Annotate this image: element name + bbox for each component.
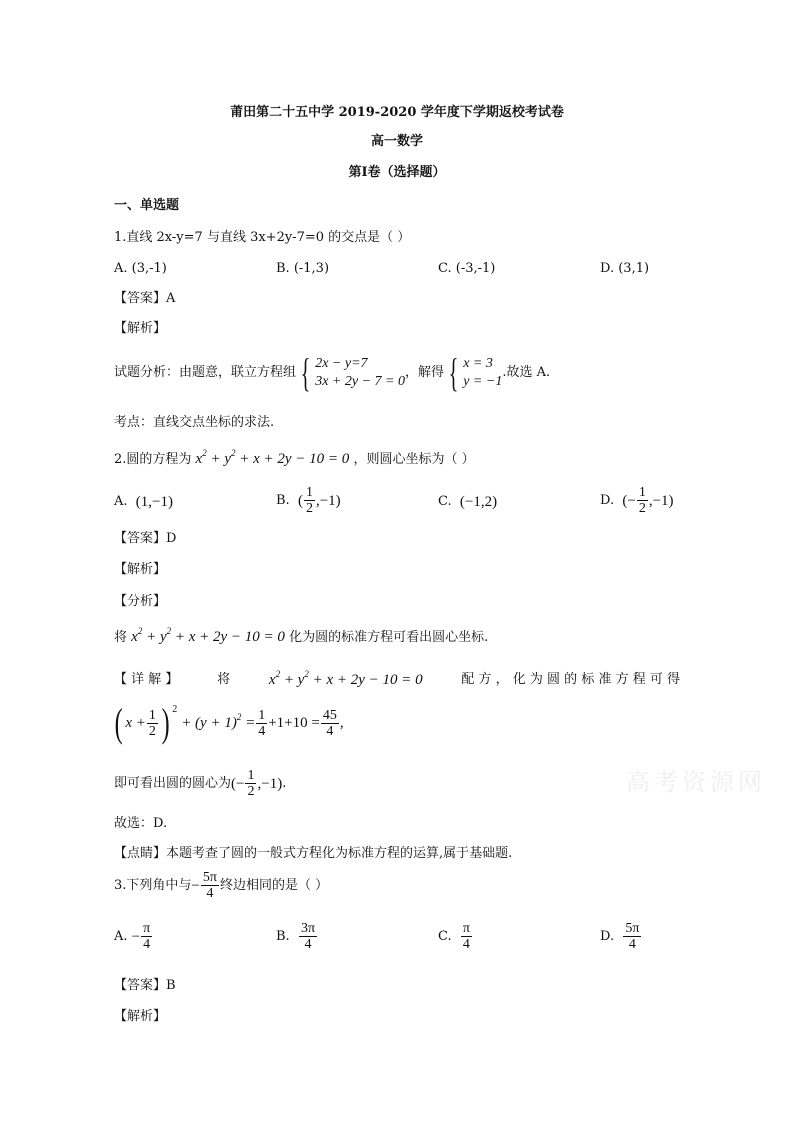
brace-icon: { [300, 350, 311, 395]
option-label: B. [276, 928, 290, 944]
q3-answer: 【答案】B [114, 978, 176, 993]
q3-stem-post: 终边相同的是（ ） [219, 877, 329, 893]
term-y: + $(y + 1)^2$ = [181, 712, 256, 731]
q2-stem-pre: 2.圆的方程为 [114, 452, 192, 467]
denominator: 2 [305, 501, 313, 516]
sum-text: +1+10 = [268, 715, 320, 731]
circle-equation: $x^2 + y^2 + x + 2y - 10 = 0$ [131, 626, 285, 645]
fraction [321, 708, 339, 739]
denominator: 4 [462, 937, 470, 952]
q2-option-d [600, 485, 674, 516]
fraction [637, 485, 648, 516]
fraction [201, 870, 219, 901]
fraction [304, 485, 315, 516]
denominator: 2 [247, 784, 255, 799]
numerator: 3π [300, 921, 316, 936]
numerator: 5π [202, 870, 217, 885]
denominator: 4 [143, 937, 151, 952]
q3-option-a [114, 921, 153, 952]
fraction [299, 921, 317, 952]
fraction [461, 921, 472, 952]
q1-kaodian: 考点：直线交点坐标的求法. [114, 415, 275, 430]
brace-icon: { [448, 350, 459, 395]
xiangjie-label: 【 详 解 】 [114, 672, 179, 687]
q2-xiangjie [114, 671, 680, 689]
subject-title: 高一数学 [370, 134, 423, 149]
q1-analysis-label: 【解析】 [114, 321, 167, 336]
q2-option-c [438, 493, 497, 511]
q2-dianjing: 【点睛】本题考查了圆的一般式方程化为标准方程的运算,属于基础题. [114, 846, 513, 861]
fraction [623, 921, 641, 952]
q2-stem-post: ，则圆心坐标为（ ） [353, 452, 475, 467]
paren-open: (− [622, 492, 636, 509]
q2-option-b [276, 485, 341, 516]
q3-option-c [438, 921, 473, 952]
q2-standard-equation [112, 700, 344, 745]
q1-option-d: D. (3,1) [600, 261, 650, 276]
watermark: 高考资源网 [626, 768, 766, 796]
xiangjie-post: 配 方 ， 化 为 圆 的 标 准 方 程 可 得 [461, 672, 680, 687]
paren-open: ( [297, 492, 303, 509]
exponent: 2 [172, 704, 178, 715]
q1-result-system [463, 355, 502, 391]
term-x: x + [125, 715, 146, 731]
denominator: 4 [628, 937, 636, 952]
fenxi-pre: 将 [114, 630, 128, 645]
paren-close: ,−1) [315, 492, 341, 509]
part-title: 第Ⅰ卷（选择题） [348, 165, 446, 180]
q1-equation-system [315, 355, 405, 391]
q2-fenxi [114, 628, 488, 647]
fraction [147, 708, 158, 739]
q1-result-x: x = 3 [463, 356, 493, 371]
fraction [141, 921, 152, 952]
q3-option-d [600, 921, 642, 952]
paren-close: ,−1) [648, 492, 674, 509]
q1-solution [114, 350, 551, 395]
paren-close: ,−1) [257, 775, 283, 792]
exam-title: 莆田第二十五中学 2019-2020 学年度下学期返校考试卷 [230, 105, 564, 120]
q1-result-y: y = −1 [463, 374, 503, 389]
paren-open: (− [231, 775, 245, 792]
q2-answer: 【答案】D [114, 531, 177, 546]
q2-option-a [114, 493, 173, 511]
q1-option-a: A. (3,-1) [114, 261, 167, 276]
numerator: 1 [305, 485, 313, 500]
option-label: A. [114, 928, 128, 944]
option-label: C. [438, 928, 452, 944]
circle-equation: $x^2 + y^2 + x + 2y - 10 = 0$ [195, 448, 350, 467]
numerator: 1 [258, 707, 266, 723]
paren-icon: ( [114, 700, 123, 745]
denominator: 4 [326, 723, 334, 739]
denominator: 4 [206, 886, 214, 901]
option-label: D. [600, 928, 615, 944]
q2-center [114, 768, 286, 799]
q1-option-b: B. (-1,3) [276, 261, 330, 276]
q1-stem: 1.直线 2x-y=7 与直线 3x+2y-7=0 的交点是（ ） [114, 230, 411, 245]
numerator: π [462, 921, 470, 936]
xiangjie-mid: 将 [217, 672, 231, 687]
option-value: (−1,2) [459, 494, 498, 510]
comma: , [339, 715, 344, 731]
section-heading: 一、单选题 [114, 198, 180, 213]
denominator: 4 [304, 937, 312, 952]
q1-solution-mid: ，解得 [405, 365, 445, 380]
option-label: A. [114, 494, 128, 509]
q3-stem [114, 870, 328, 901]
minus-sign: − [191, 877, 200, 894]
circle-equation: $x^2 + y^2 + x + 2y - 10 = 0$ [268, 669, 423, 688]
q3-option-b [276, 921, 318, 952]
q1-option-c: C. (-3,-1) [438, 261, 496, 276]
numerator: 45 [322, 707, 337, 723]
fenxi-post: 化为圆的标准方程可看出圆心坐标. [289, 630, 489, 645]
option-label: B. [276, 492, 290, 508]
paren-icon: ) [161, 700, 170, 745]
numerator: 1 [148, 707, 156, 723]
option-label: C. [438, 494, 452, 509]
numerator: 1 [247, 768, 255, 783]
center-post: . [282, 775, 287, 791]
q2-stem [114, 450, 475, 469]
q3-stem-pre: 3.下列角中与 [114, 877, 192, 893]
q1-solution-post: .故选 A. [502, 365, 551, 380]
q2-choose: 故选：D. [114, 816, 168, 831]
fraction [256, 708, 267, 739]
q3-analysis-label: 【解析】 [114, 1009, 167, 1024]
q1-answer: 【答案】A [114, 291, 176, 306]
q1-solution-pre: 试题分析：由题意，联立方程组 [114, 365, 297, 380]
numerator: 1 [638, 485, 646, 500]
denominator: 2 [638, 501, 646, 516]
center-pre: 即可看出圆的圆心为 [114, 775, 232, 791]
numerator: π [143, 921, 151, 936]
minus-sign: − [131, 928, 141, 945]
q2-fenxi-label: 【分析】 [114, 594, 167, 609]
q1-eq2: 3x + 2y − 7 = 0 [315, 374, 405, 389]
numerator: 5π [625, 921, 640, 936]
q1-eq1: 2x − y=7 [315, 356, 368, 371]
fraction [245, 768, 256, 799]
option-value: (1,−1) [135, 494, 173, 510]
denominator: 4 [258, 723, 266, 739]
q2-analysis-label: 【解析】 [114, 562, 167, 577]
option-label: D. [600, 492, 615, 508]
denominator: 2 [148, 723, 156, 739]
